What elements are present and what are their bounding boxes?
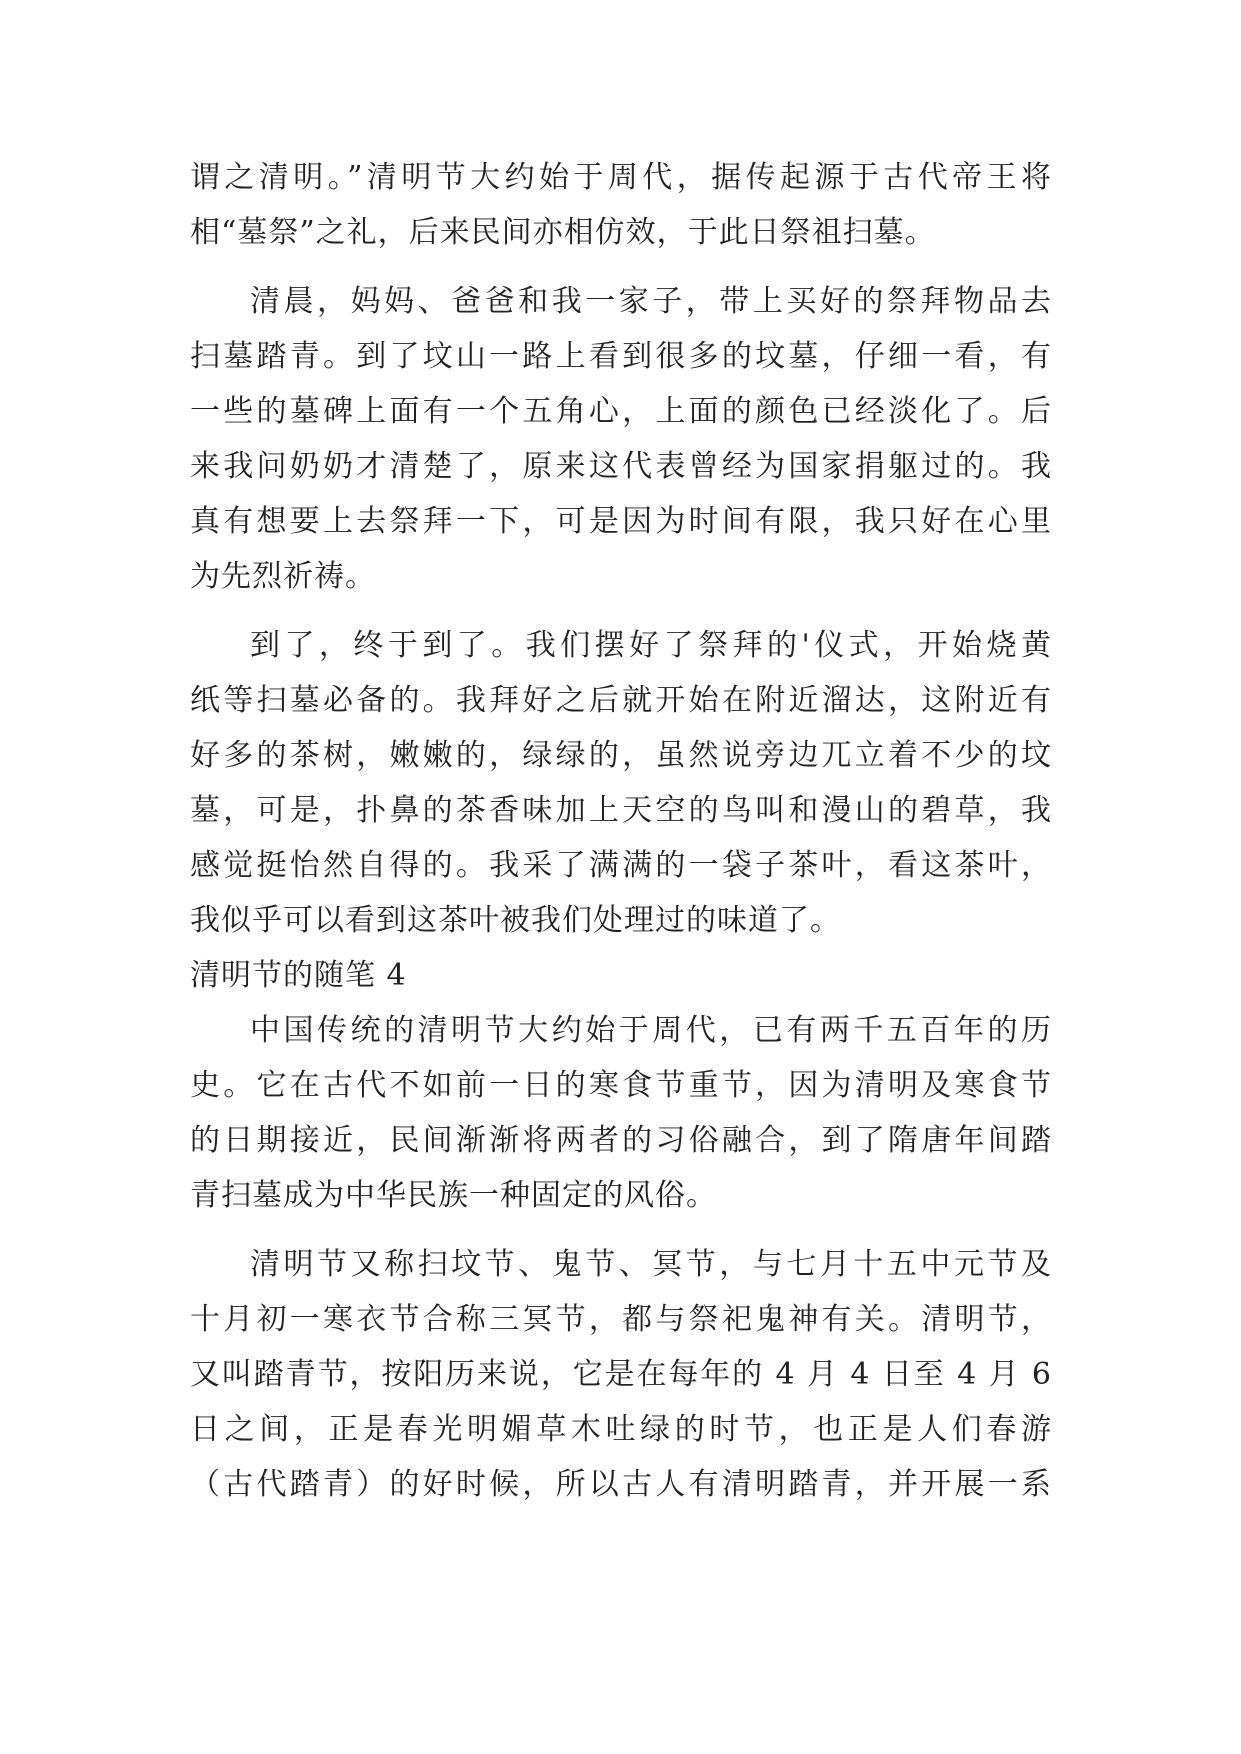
text-line: 到了，终于到了。我们摆好了祭拜的'仪式，开始烧黄 (250, 628, 1052, 663)
text-line: 相“墓祭”之礼，后来民间亦相仿效，于此日祭祖扫墓。 (190, 215, 936, 250)
text-line: 真有想要上去祭拜一下，可是因为时间有限，我只好在心里 (190, 504, 1052, 539)
document-body (190, 150, 1052, 1512)
text-line: 的日期接近，民间渐渐将两者的习俗融合，到了隋唐年间踏 (190, 1123, 1052, 1158)
text-line: 史。它在古代不如前一日的寒食节重节，因为清明及寒食节 (190, 1068, 1052, 1103)
text-line: 谓之清明。”清明节大约始于周代，据传起源于古代帝王将 (190, 160, 1052, 195)
text-line: 我似乎可以看到这茶叶被我们处理过的味道了。 (190, 903, 841, 938)
text-line: 扫墓踏青。到了坟山一路上看到很多的坟墓，仔细一看，有 (190, 339, 1052, 374)
text-line: 一些的墓碑上面有一个五角心，上面的颜色已经淡化了。后 (190, 394, 1052, 429)
text-line: 青扫墓成为中华民族一种固定的风俗。 (190, 1178, 717, 1213)
text-line: 日之间，正是春光明媚草木吐绿的时节，也正是人们春游 (190, 1412, 1052, 1447)
text-line: 好多的茶树，嫩嫩的，绿绿的，虽然说旁边兀立着不少的坟 (190, 738, 1052, 773)
paragraph (190, 618, 1052, 948)
text-line: 又叫踏青节，按阳历来说，它是在每年的 4 月 4 日至 4 月 6 (190, 1357, 1052, 1392)
text-line: 为先烈祈祷。 (190, 559, 376, 594)
text-line: 纸等扫墓必备的。我拜好之后就开始在附近溜达，这附近有 (190, 683, 1052, 718)
paragraph (190, 150, 1052, 260)
paragraph (190, 274, 1052, 604)
section-heading (190, 948, 1052, 1003)
text-line: 来我问奶奶才清楚了，原来这代表曾经为国家捐躯过的。我 (190, 449, 1052, 484)
text-line: 墓，可是，扑鼻的茶香味加上天空的鸟叫和漫山的碧草，我 (190, 793, 1052, 828)
paragraph (190, 1003, 1052, 1223)
text-line: 中国传统的清明节大约始于周代，已有两千五百年的历 (250, 1013, 1052, 1048)
text-line: （古代踏青）的好时候，所以古人有清明踏青，并开展一系 (190, 1467, 1052, 1502)
text-line: 感觉挺怡然自得的。我采了满满的一袋子茶叶，看这茶叶， (190, 848, 1052, 883)
text-line: 十月初一寒衣节合称三冥节，都与祭祀鬼神有关。清明节， (190, 1302, 1052, 1337)
paragraph (190, 1237, 1052, 1512)
heading-text: 清明节的随笔 4 (190, 958, 407, 993)
text-line: 清晨，妈妈、爸爸和我一家子，带上买好的祭拜物品去 (250, 284, 1052, 319)
text-line: 清明节又称扫坟节、鬼节、冥节，与七月十五中元节及 (250, 1247, 1052, 1282)
